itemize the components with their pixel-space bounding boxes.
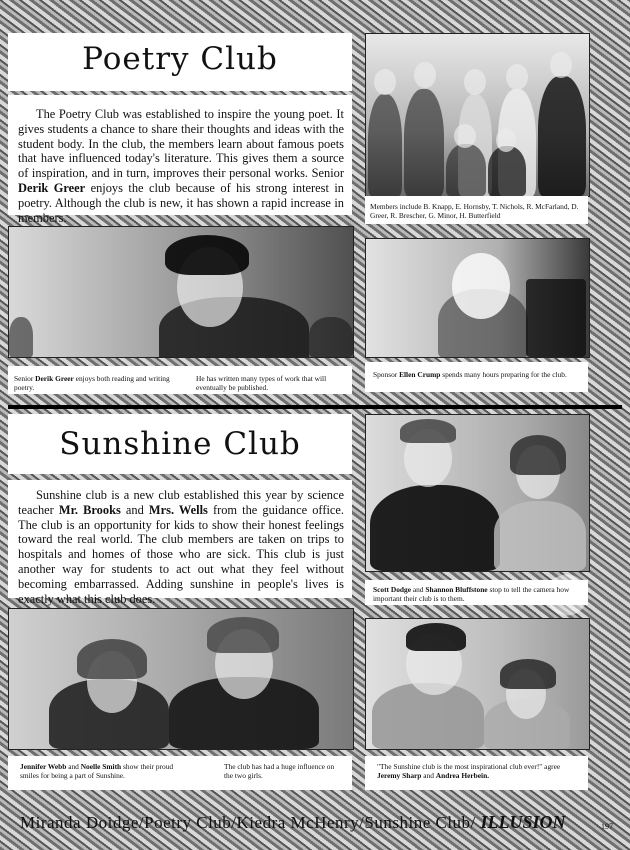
- cap-top-post: stop to tell the camera how important their club is to them.: [373, 585, 570, 603]
- illusion-logo: ILLUSION: [480, 812, 566, 832]
- cap-top-name1: Scott Dodge: [373, 585, 411, 594]
- sunshine-body-box: [8, 480, 352, 606]
- cap-right-and: and: [421, 771, 436, 780]
- cap-right-name2: Andrea Herbein.: [435, 771, 490, 780]
- cap-right-quote: "The Sunshine club is the most inspirational club ever!" agree: [377, 762, 561, 771]
- sunshine-caption-jeremy-andrea: [377, 762, 583, 780]
- poetry-group-caption: Members include B. Knapp, E. Hornsby, T. Nichols, R. McFarland, D. Greer, R. Brescher, G. Minor, H. Butterfield: [370, 202, 579, 220]
- cap3-pre: Sponsor: [373, 370, 400, 379]
- poetry-body-box: [8, 95, 352, 225]
- sunshine-body-text: [18, 488, 344, 606]
- poetry-club-title: Poetry Club: [82, 41, 278, 77]
- cap1-name: Derik Greer: [35, 374, 74, 383]
- cap-left-post: show their proud smiles for being a part of Sunshine.: [20, 762, 174, 780]
- section-divider: [8, 405, 622, 409]
- sunshine-cap-top-box: [365, 580, 588, 605]
- cap3-post: spends many hours preparing for the club.: [440, 370, 567, 379]
- cap-left-name2: Noelle Smith: [80, 762, 122, 771]
- sunshine-body-name1: Mr. Brooks: [58, 502, 121, 517]
- sunshine-body-part-3: from the guidance office. The club is an opportunity for kids to show their honest feelings toward the real world. The club members are taken on trips to hospitals and homes of those who are sick. This club is just another way for students to act out what they feel without becoming embarrassed. Adding sunshine in people's lives is exactly what this club does.: [18, 502, 344, 606]
- poetry-cap1-box: [8, 366, 180, 394]
- poetry-cap2-box: [180, 366, 352, 394]
- sunshine-body-part-2: and: [120, 502, 149, 517]
- sunshine-club-title: Sunshine Club: [59, 426, 301, 462]
- sunshine-caption-jennifer-noelle: [20, 762, 192, 780]
- jeremy-andrea-photo: [365, 618, 590, 750]
- poetry-title-box: [8, 33, 352, 91]
- sunshine-caption-scott-shannon: [373, 585, 583, 603]
- footer-text: Miranda Doidge/Poetry Club/Kiedra McHenry/Sunshine Club/: [20, 813, 476, 832]
- cap-left-and: and: [66, 762, 81, 771]
- cap1-pre: Senior: [14, 374, 36, 383]
- derik-greer-photo: [8, 226, 354, 358]
- footer-credits: [20, 812, 566, 833]
- sunshine-caption-influence: The club has had a huge influence on the two girls.: [224, 762, 335, 780]
- sunshine-title-box: [8, 414, 352, 474]
- sunshine-body-name2: Mrs. Wells: [148, 502, 208, 517]
- cap-top-and: and: [410, 585, 426, 594]
- cap-right-name1: Jeremy Sharp: [377, 771, 422, 780]
- scott-shannon-photo: [365, 414, 590, 572]
- poetry-caption-published: He has written many types of work that will eventually be published.: [196, 374, 327, 392]
- cap3-name: Ellen Crump: [399, 370, 441, 379]
- poetry-group-caption-box: [365, 196, 588, 224]
- poetry-body-part-2: enjoys the club because of his strong interest in poetry. Although the club is new, it has shown a rapid increase in members.: [18, 180, 344, 225]
- poetry-group-photo: [365, 33, 590, 197]
- sunshine-cap-right-box: [365, 756, 588, 790]
- poetry-body-text: [18, 107, 344, 225]
- page-number: 197: [601, 822, 613, 831]
- ellen-crump-photo: [365, 238, 590, 358]
- jennifer-noelle-photo: [8, 608, 354, 750]
- poetry-caption-ellen: [373, 370, 581, 379]
- sunshine-cap-mid-box: [198, 756, 352, 790]
- poetry-caption-derik: [14, 374, 174, 392]
- poetry-body-name: Derik Greer: [18, 180, 86, 195]
- cap-top-name2: Shannon Bluffstone: [425, 585, 488, 594]
- cap-left-name1: Jennifer Webb: [20, 762, 67, 771]
- cap1-post: enjoys both reading and writing poetry.: [14, 374, 170, 392]
- poetry-body-part-1: The Poetry Club was established to inspire the young poet. It gives students a chance to share their thoughts and ideas with the student body. In the club, the members learn about famous poets that have influenced today's literature. This gives them a source of inspiration, and in turn, improves their personal works. Senior: [18, 107, 344, 181]
- poetry-cap3-box: [365, 362, 588, 392]
- sunshine-body-part-1: Sunshine club is a new club established this year by science teacher: [18, 488, 344, 517]
- sunshine-cap-left-box: [8, 756, 198, 790]
